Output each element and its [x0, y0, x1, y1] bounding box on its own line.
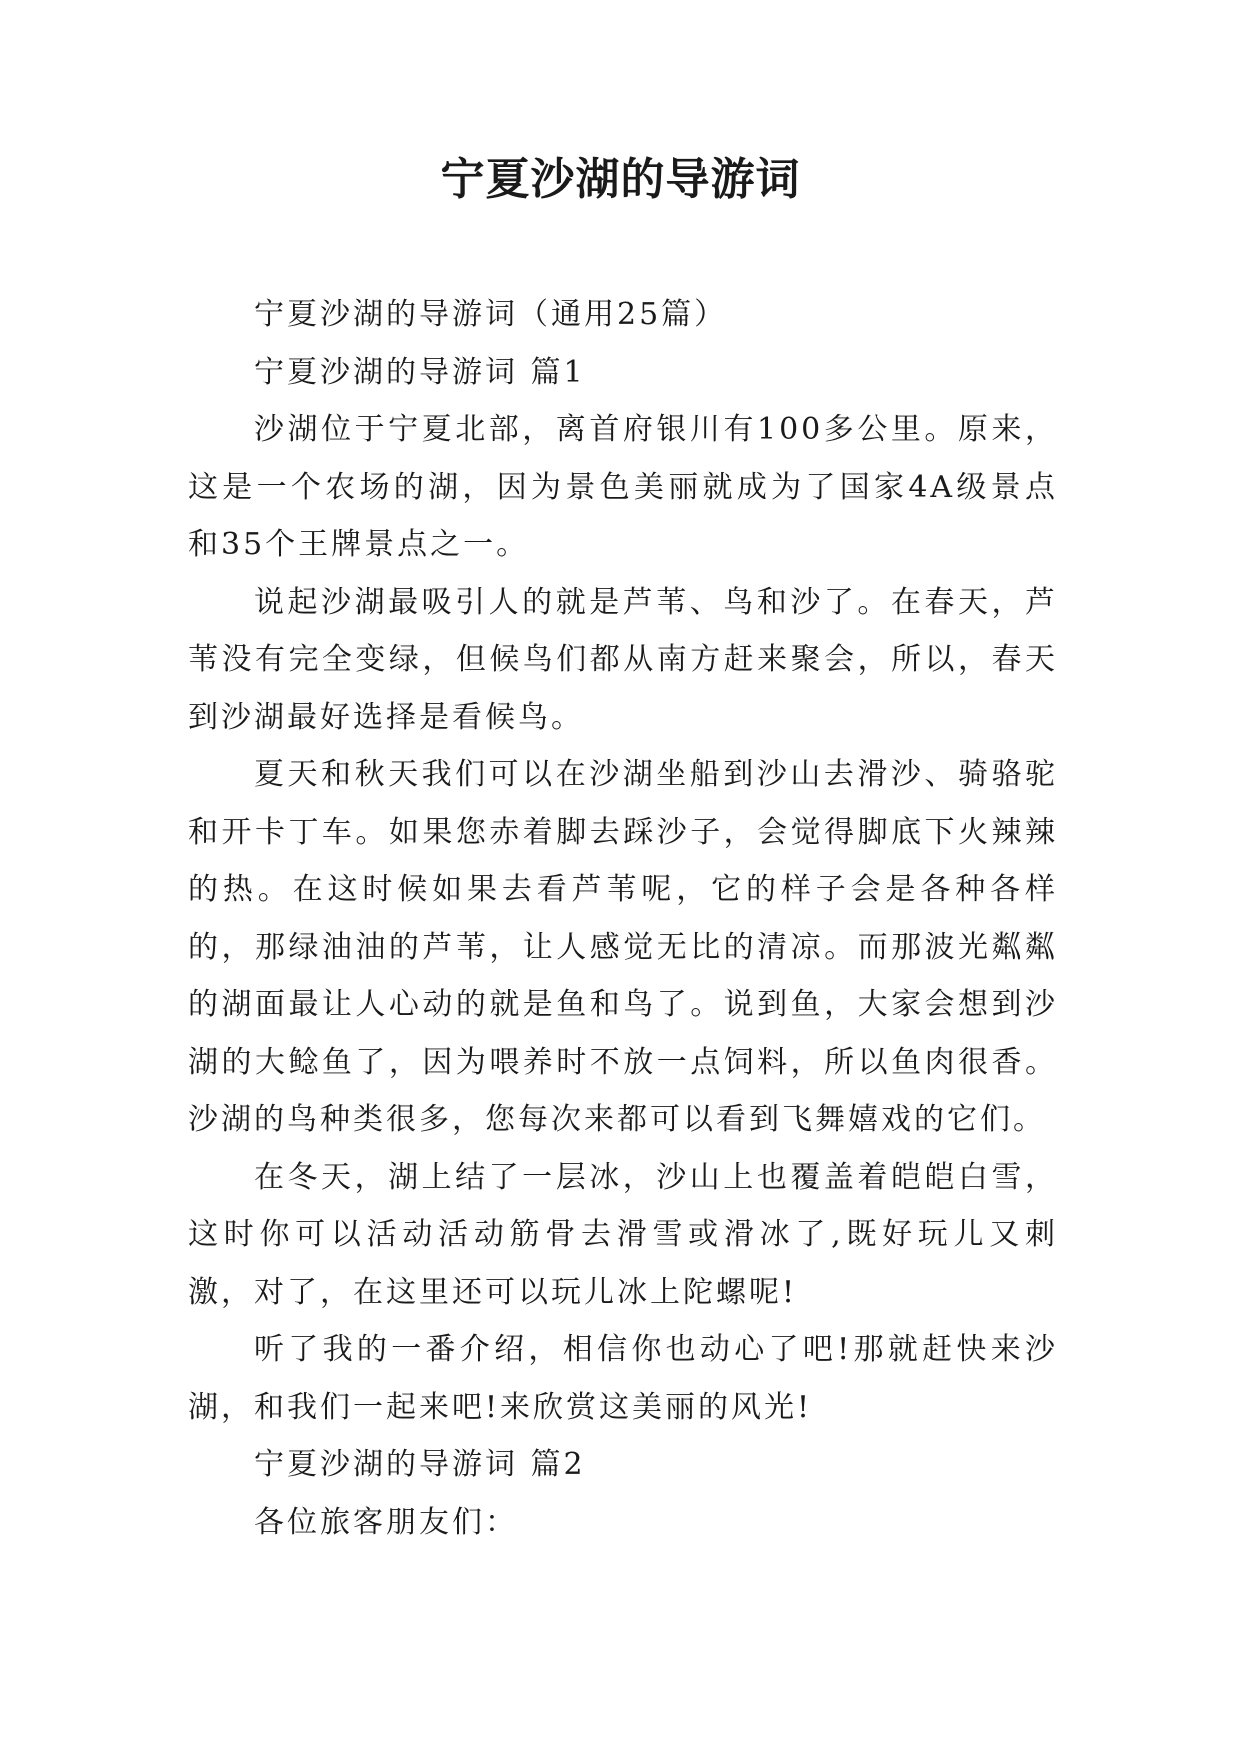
body-paragraph: 夏天和秋天我们可以在沙湖坐船到沙山去滑沙、骑骆驼和开卡丁车。如果您赤着脚去踩沙子，会觉得脚底下火辣辣的热。在这时候如果去看芦苇呢，它的样子会是各种各样的，那绿油油的芦苇，让人感觉无比的清凉。而那波光粼粼的湖面最让人心动的就是鱼和鸟了。说到鱼，大家会想到沙湖的大鲶鱼了，因为喂养时不放一点饲料，所以鱼肉很香。沙湖的鸟种类很多，您每次来都可以看到飞舞嬉戏的它们。: [188, 757, 1058, 1137]
body-paragraph: 各位旅客朋友们：: [254, 1504, 518, 1540]
body-paragraph: 在冬天，湖上结了一层冰，沙山上也覆盖着皑皑白雪，这时你可以活动活动筋骨去滑雪或滑冰了,既好玩儿又刺激，对了，在这里还可以玩儿冰上陀螺呢!: [188, 1159, 1058, 1310]
section-heading: 宁夏沙湖的导游词 篇1: [254, 354, 586, 390]
body-paragraph: 听了我的一番介绍，相信你也动心了吧!那就赶快来沙湖，和我们一起来吧!来欣赏这美丽的风光!: [188, 1332, 1058, 1425]
body-paragraph: 说起沙湖最吸引人的就是芦苇、鸟和沙了。在春天，芦苇没有完全变绿，但候鸟们都从南方赶来聚会，所以，春天到沙湖最好选择是看候鸟。: [188, 584, 1058, 735]
document-title: 宁夏沙湖的导游词: [440, 154, 801, 205]
body-paragraph: 沙湖位于宁夏北部，离首府银川有100多公里。原来，这是一个农场的湖，因为景色美丽就成为了国家4A级景点和35个王牌景点之一。: [188, 412, 1058, 562]
subtitle-paragraph: 宁夏沙湖的导游词（通用25篇）: [254, 297, 728, 332]
section-heading: 宁夏沙湖的导游词 篇2: [254, 1447, 586, 1482]
document-body: [188, 286, 1058, 1551]
